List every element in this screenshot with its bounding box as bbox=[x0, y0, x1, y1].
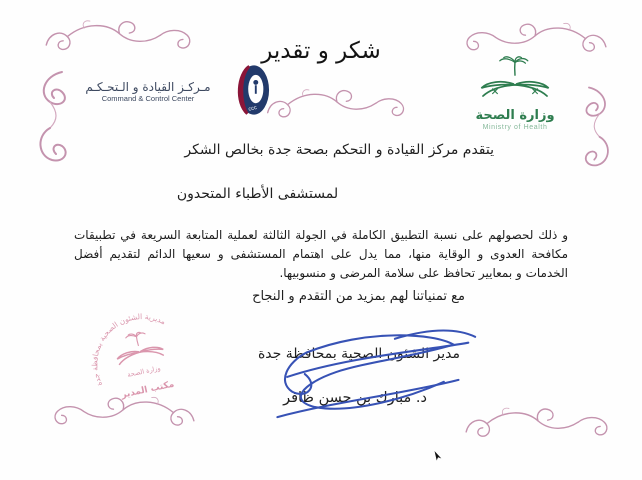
stamp-center-text: وزارة الصحة bbox=[126, 364, 162, 379]
flourish-ornament-left-icon bbox=[32, 68, 76, 168]
closing-line: مع تمنياتنا لهم بمزيد من التقدم و النجاح bbox=[252, 289, 465, 304]
moh-name-arabic: وزارة الصحة bbox=[475, 108, 555, 123]
stamp-arc-text: مديرية الشئون الصحية بمحافظة جدة bbox=[90, 312, 168, 388]
moh-name-english: Ministry of Health bbox=[482, 124, 548, 131]
body-paragraph: و ذلك لحصولهم على نسبة التطبيق الكاملة في الجولة الثالثة لعملية المتابعة السريعة في تطبيقات مكافحة العدوى و الوقاية منها، مما يدل على اهتمام المستشفى و سعيها الدائم لتقديم أفضل الخدمات و بمعايير تحافظ على سلامة المرضى و منسوبيها. bbox=[74, 228, 568, 280]
certificate-title: شكر و تقدير bbox=[261, 38, 381, 64]
signatory-title: مدير الشئون الصحية بمحافظة جدة bbox=[257, 346, 460, 362]
flourish-ornament-bottom-right-icon bbox=[462, 398, 614, 452]
signatory-name: د. مبارك بن حسن ظافر bbox=[283, 390, 427, 406]
flourish-ornament-right-icon bbox=[576, 84, 616, 172]
recipient-line: لمستشفى الأطباء المتحدون bbox=[176, 186, 339, 202]
stamp-emblem-icon bbox=[113, 328, 165, 365]
greeting-line: يتقدم مركز القيادة و التحكم بصحة جدة بخالص الشكر bbox=[184, 142, 494, 158]
moh-logo bbox=[468, 56, 562, 132]
mouse-cursor-icon bbox=[433, 450, 443, 463]
ccc-name-english: Command & Control Center bbox=[101, 94, 195, 103]
moh-emblem-icon bbox=[472, 56, 558, 104]
svg-text:ccc: ccc bbox=[247, 104, 258, 113]
handwritten-signature bbox=[248, 320, 483, 430]
stamp-office-text: مكتب المدير bbox=[120, 379, 176, 401]
ccc-logo bbox=[72, 62, 270, 124]
ccc-name-arabic: مـركـز القيادة و الـتحـكـم bbox=[85, 80, 211, 94]
ccc-emblem-icon bbox=[234, 63, 270, 117]
